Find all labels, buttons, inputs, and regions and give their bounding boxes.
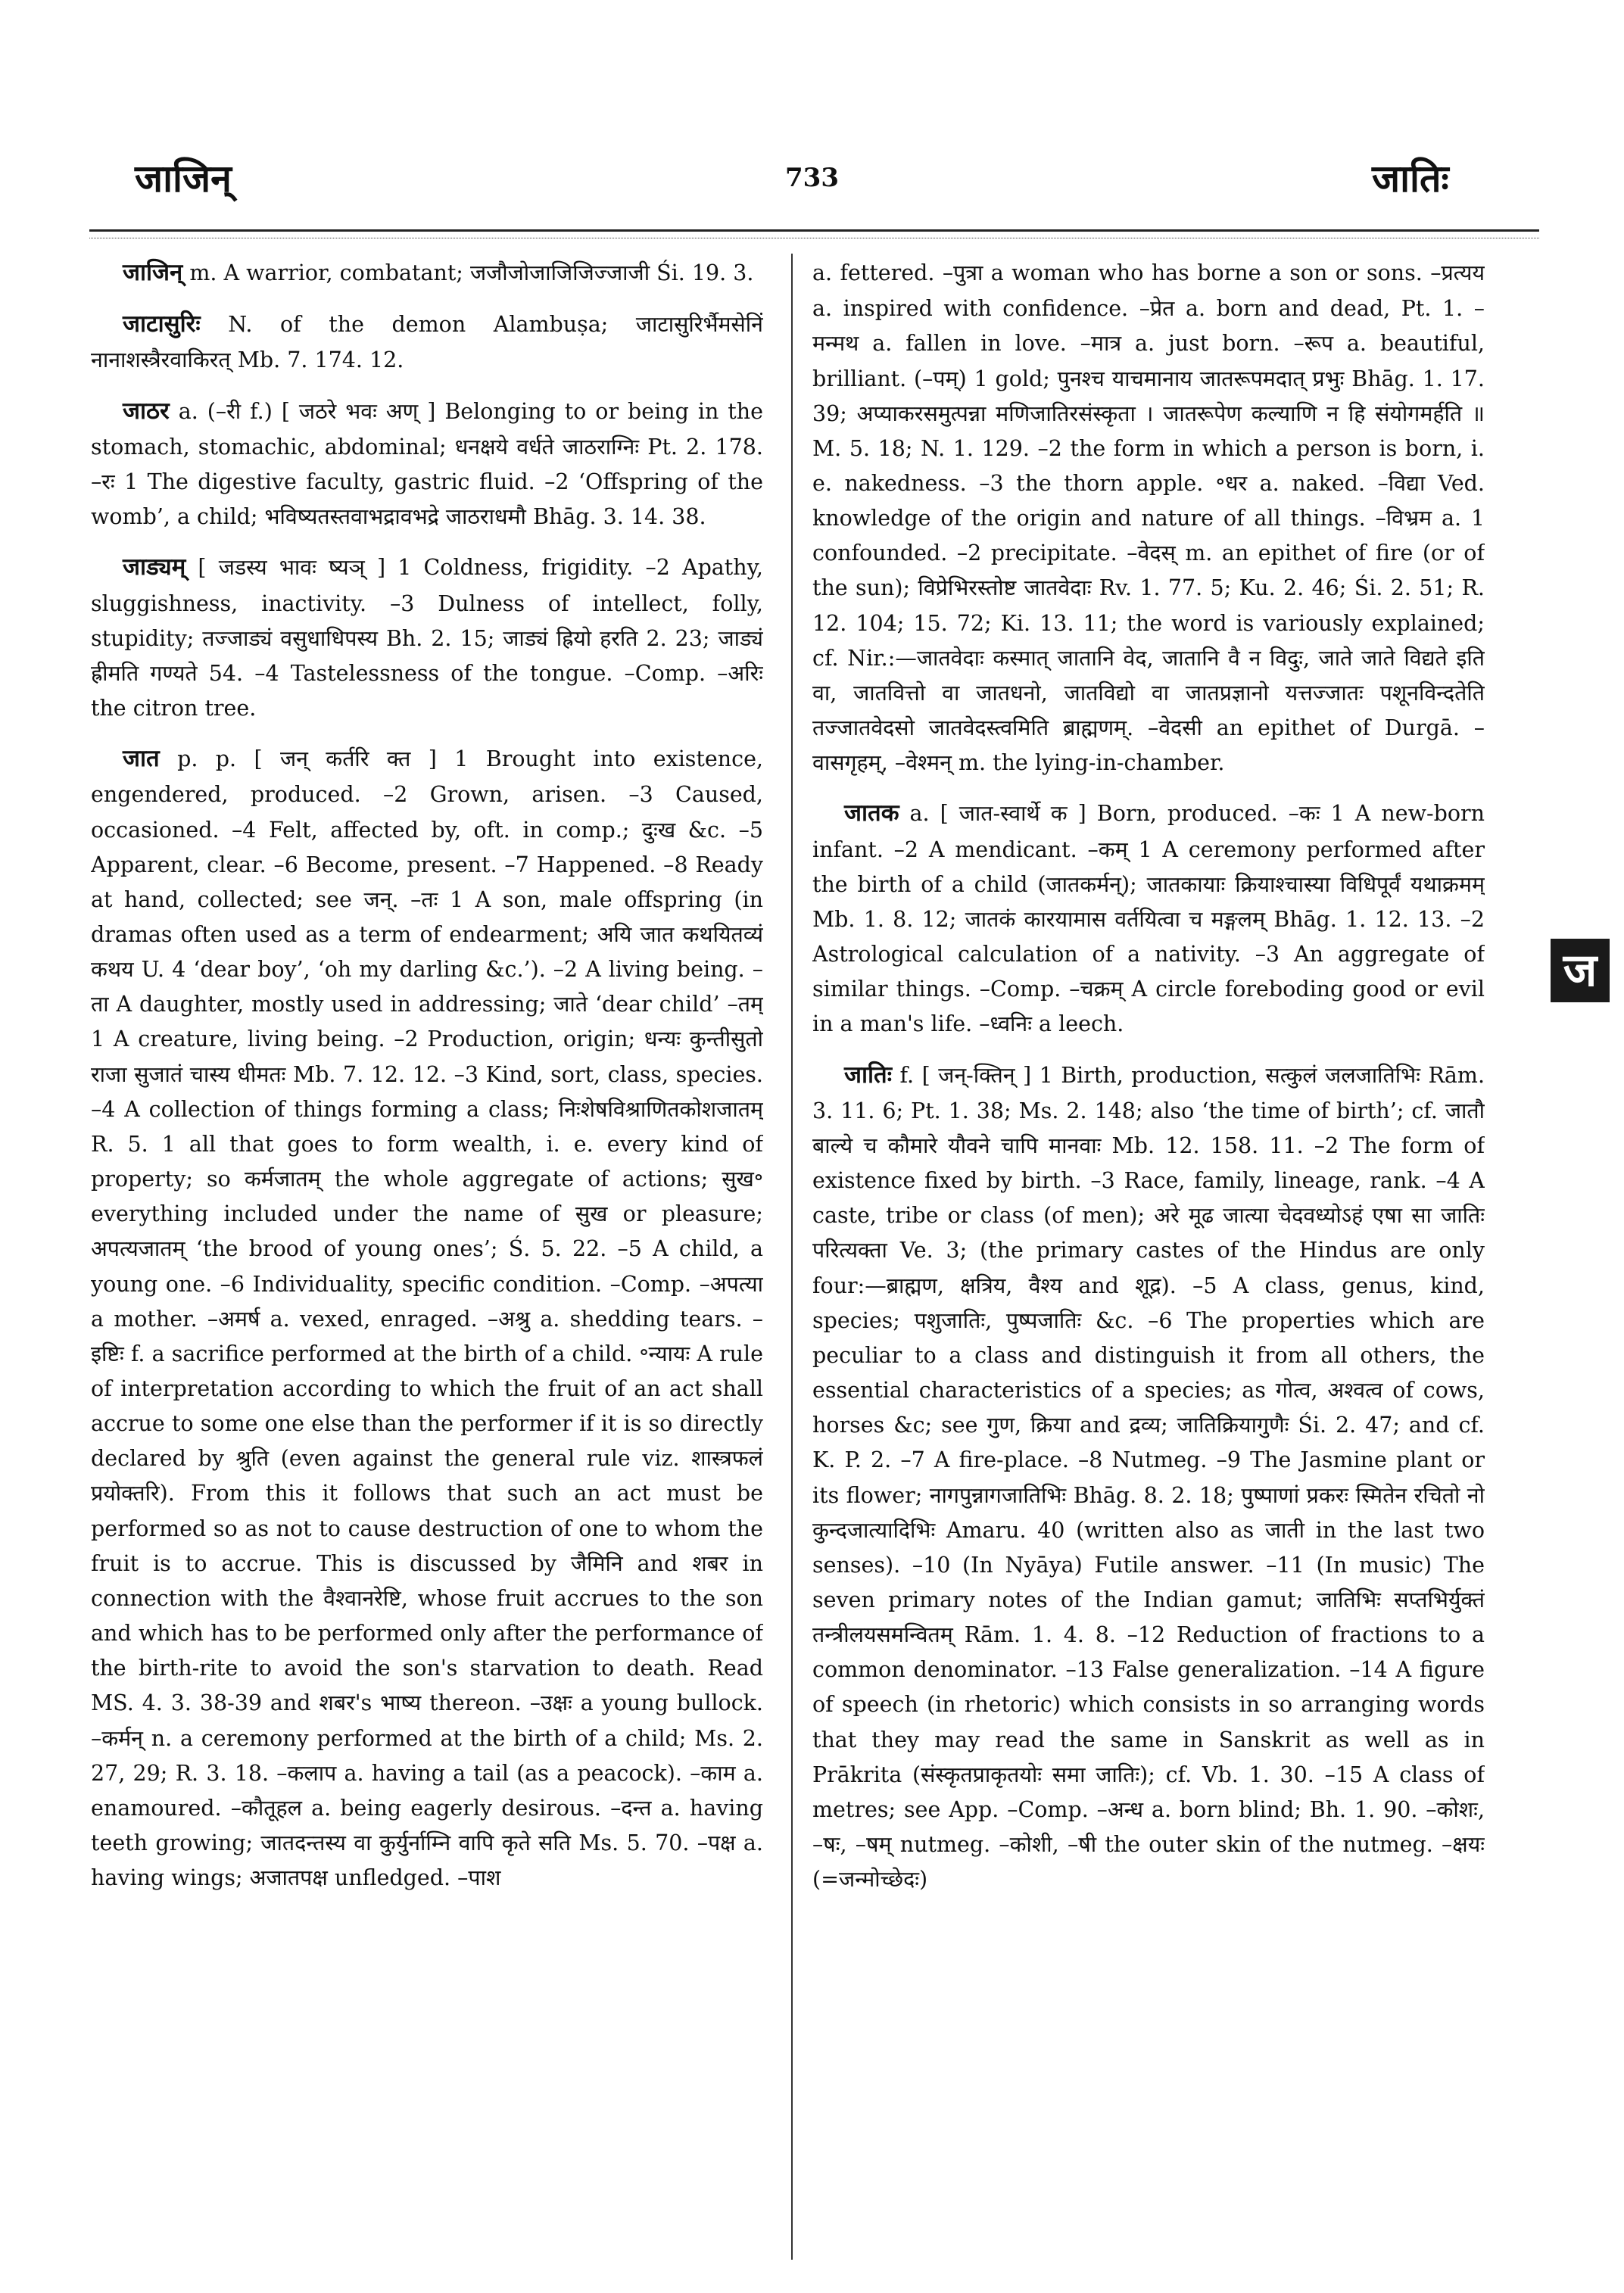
entry — [812, 794, 1485, 1042]
definition: a. [ जात-स्वार्थे क ] Born, produced. –कः 1 A new-born infant. –2 A mendicant. –कम् 1 A ceremony performed after the birth of a child (जातकर्मन्); जातकायाः क्रियाश्चास्या विधिपूर्वं यथाक्रमम् Mb. 1. 8. 12; जातकं कारयामास वर्तयित्वा च मङ्गलम् Bhāg. 1. 12. 13. –2 Astrological calculation of a nativity. –3 An aggregate of similar things. –Comp. –चक्रम् A circle foreboding good or evil in a man's life. –ध्वनिः a leech. — [812, 801, 1485, 1037]
headword: जातक — [844, 799, 899, 827]
entry-continuation — [812, 254, 1485, 780]
entry — [91, 740, 763, 1896]
headword: जाड्यम् — [123, 553, 186, 581]
thumb-index-tab: ज — [1551, 939, 1610, 1002]
running-head-left: जाजिन् — [135, 156, 232, 201]
definition: a. (–री f.) [ जठरे भवः अण् ] Belonging to or being in the stomach, stomachic, abdominal; धनक्षये वर्धते जाठराग्निः Pt. 2. 178. –रः 1 The digestive faculty, gastric fluid. –2 ‘Offspring of the womb’, a child; भविष्यतस्तवाभद्रावभद्रे जाठराधमौ Bhāg. 3. 14. 38. — [91, 398, 763, 530]
right-column — [812, 254, 1485, 2260]
headword: जाटासुरिः — [123, 310, 201, 338]
running-head-right: जातिः — [1372, 156, 1449, 201]
headword: जातिः — [844, 1061, 892, 1089]
header-rule — [89, 229, 1539, 232]
definition: a. fettered. –पुत्रा a woman who has borne a son or sons. –प्रत्यय a. inspired with confidence. –प्रेत a. born and dead, Pt. 1. –मन्मथ a. fallen in love. –मात्र a. just born. –रूप a. beautiful, brilliant. (–पम्) 1 gold; पुनश्च याचमानाय जातरूपमदात् प्रभुः Bhāg. 1. 17. 39; अप्याकरसमुत्पन्ना मणिजातिरसंस्कृता । जातरूपेण कल्याणि न हि संयोगमर्हति ॥ M. 5. 18; N. 1. 129. –2 the form in which a person is born, i. e. nakedness. –3 the thorn apple. ॰धर a. naked. –विद्या Ved. knowledge of the origin and nature of all things. –विभ्रम a. 1 confounded. –2 precipitate. –वेदस् m. an epithet of fire (or of the sun); विप्रेभिरस्तोष्ट जातवेदाः Rv. 1. 77. 5; Ku. 2. 46; Śi. 2. 51; R. 12. 104; 15. 72; Ki. 13. 11; the word is variously explained; cf. Nir.:—जातवेदाः कस्मात् जातानि वेद, जातानि वै न विदुः, जाते जाते विद्यते इति वा, जातवित्तो वा जातधनो, जातविद्यो वा जातप्रज्ञानो यत्तज्जातः पशूनविन्दतेति तज्जातवेदसो जातवेदस्त्वमिति ब्राह्मणम्. –वेदसी an epithet of Durgā. –वासगृहम्, –वेश्मन् m. the lying-in-chamber. — [812, 260, 1485, 776]
definition: [ जडस्य भावः ष्यञ् ] 1 Coldness, frigidity. –2 Apathy, sluggishness, inactivity. –3 Dulness of intellect, folly, stupidity; तज्जाड्यं वसुधाधिपस्य Bh. 2. 15; जाड्यं ह्रियो हरति 2. 23; जाड्यं ह्रीमति गण्यते 54. –4 Tastelessness of the tongue. –Comp. –अरिः the citron tree. — [91, 555, 763, 721]
entry — [91, 392, 763, 535]
left-column — [91, 254, 763, 2260]
column-divider — [791, 254, 793, 2260]
entry — [91, 305, 763, 378]
entry — [812, 1056, 1485, 1898]
definition: N. of the demon Alambuṣa; जाटासुरिर्भैमसेनिं नानाशस्त्रैरवाकिरत् Mb. 7. 174. 12. — [91, 312, 763, 373]
page-number: 733 — [785, 163, 839, 193]
definition: f. [ जन्-क्तिन् ] 1 Birth, production, सत्कुलं जलजातिभिः Rām. 3. 11. 6; Pt. 1. 38; Ms. 2. 148; also ‘the time of birth’; cf. जातौ बाल्ये च कौमारे यौवने चापि मानवाः Mb. 12. 158. 11. –2 The form of existence fixed by birth. –3 Race, family, lineage, rank. –4 A caste, tribe or class (of men); अरे मूढ जात्या चेदवध्योऽहं एषा सा जातिः परित्यक्ता Ve. 3; (the primary castes of the Hindus are only four:—ब्राह्मण, क्षत्रिय, वैश्य and शूद्र). –5 A class, genus, kind, species; पशुजातिः, पुष्पजातिः &c. –6 The properties which are peculiar to a class and distinguish it from all others, the essential characteristics of a species; as गोत्व, अश्वत्व of cows, horses &c; see गुण, क्रिया and द्रव्य; जातिक्रियागुणैः Śi. 2. 47; and cf. K. P. 2. –7 A fire-place. –8 Nutmeg. –9 The Jasmine plant or its flower; नागपुन्नागजातिभिः Bhāg. 8. 2. 18; पुष्पाणां प्रकरः स्मितेन रचितो नो कुन्दजात्यादिभिः Amaru. 40 (written also as जाती in the last two senses). –10 (In Nyāya) Futile answer. –11 (In music) The seven primary notes of the Indian gamut; जातिभिः सप्तभिर्युक्तं तन्त्रीलयसमन्वितम् Rām. 1. 4. 8. –12 Reduction of fractions to a common denominator. –13 False generalization. –14 A figure of speech (in rhetoric) which consists in so arranging words that they may read the same in Sanskrit as well as in Prākrita (संस्कृतप्राकृतयोः समा जातिः); cf. Vb. 1. 30. –15 A class of metres; see App. –Comp. –अन्ध a. born blind; Bh. 1. 90. –कोशः, –षः, –षम् nutmeg. –कोशी, –षी the outer skin of the nutmeg. –क्षयः (=जन्मोच्छेदः) — [812, 1062, 1485, 1893]
definition: m. A warrior, combatant; जजौजोजाजिजिज्जाजी Śi. 19. 3. — [182, 260, 754, 285]
definition: p. p. [ जन् कर्तरि क्त ] 1 Brought into existence, engendered, produced. –2 Grown, arisen. –3 Caused, occasioned. –4 Felt, affected by, oft. in comp.; दुःख &c. –5 Apparent, clear. –6 Become, present. –7 Happened. –8 Ready at hand, collected; see जन्. –तः 1 A son, male offspring (in dramas often used as a term of endearment; अयि जात कथयितव्यं कथय U. 4 ‘dear boy’, ‘oh my darling &c.’). –2 A living being. –ता A daughter, mostly used in addressing; जाते ‘dear child’ –तम् 1 A creature, living being. –2 Production, origin; धन्यः कुन्तीसुतो राजा सुजातं चास्य धीमतः Mb. 7. 12. 12. –3 Kind, sort, class, species. –4 A collection of things forming a class; निःशेषविश्राणितकोशजातम् R. 5. 1 all that goes to form wealth, i. e. every kind of property; so कर्मजातम् the whole aggregate of actions; सुख॰ everything included under the name of सुख or pleasure; अपत्यजातम् ‘the brood of young ones’; Ś. 5. 22. –5 A child, a young one. –6 Individuality, specific condition. –Comp. –अपत्या a mother. –अमर्ष a. vexed, enraged. –अश्रु a. shedding tears. –इष्टिः f. a sacrifice performed at the birth of a child. ॰न्यायः A rule of interpretation according to which the fruit of an act shall accrue to some one else than the performer if it is so directly declared by श्रुति (even against the general rule viz. शास्त्रफलं प्रयोक्तरि). From this it follows that such an act must be performed so as not to cause destruction of one to whom the fruit is to accrue. This is discussed by जैमिनि and शबर in connection with the वैश्वानरेष्टि, whose fruit accrues to the son and which has to be performed only after the performance of the birth-rite to avoid the son's starvation to death. Read MS. 4. 3. 38-39 and शबर's भाष्य thereon. –उक्षः a young bullock. –कर्मन् n. a ceremony performed at the birth of a child; Ms. 2. 27, 29; R. 3. 18. –कलाप a. having a tail (as a peacock). –काम a. enamoured. –कौतूहल a. being eagerly desirous. –दन्त a. having teeth growing; जातदन्तस्य वा कुर्युर्नाम्नि वापि कृते सति Ms. 5. 70. –पक्ष a. having wings; अजातपक्ष unfledged. –पाश — [91, 746, 763, 1891]
entry — [91, 548, 763, 726]
headword: जाठर — [123, 397, 170, 425]
headword: जाजिन् — [123, 259, 183, 286]
headword: जात — [123, 745, 160, 773]
entry — [91, 254, 763, 291]
